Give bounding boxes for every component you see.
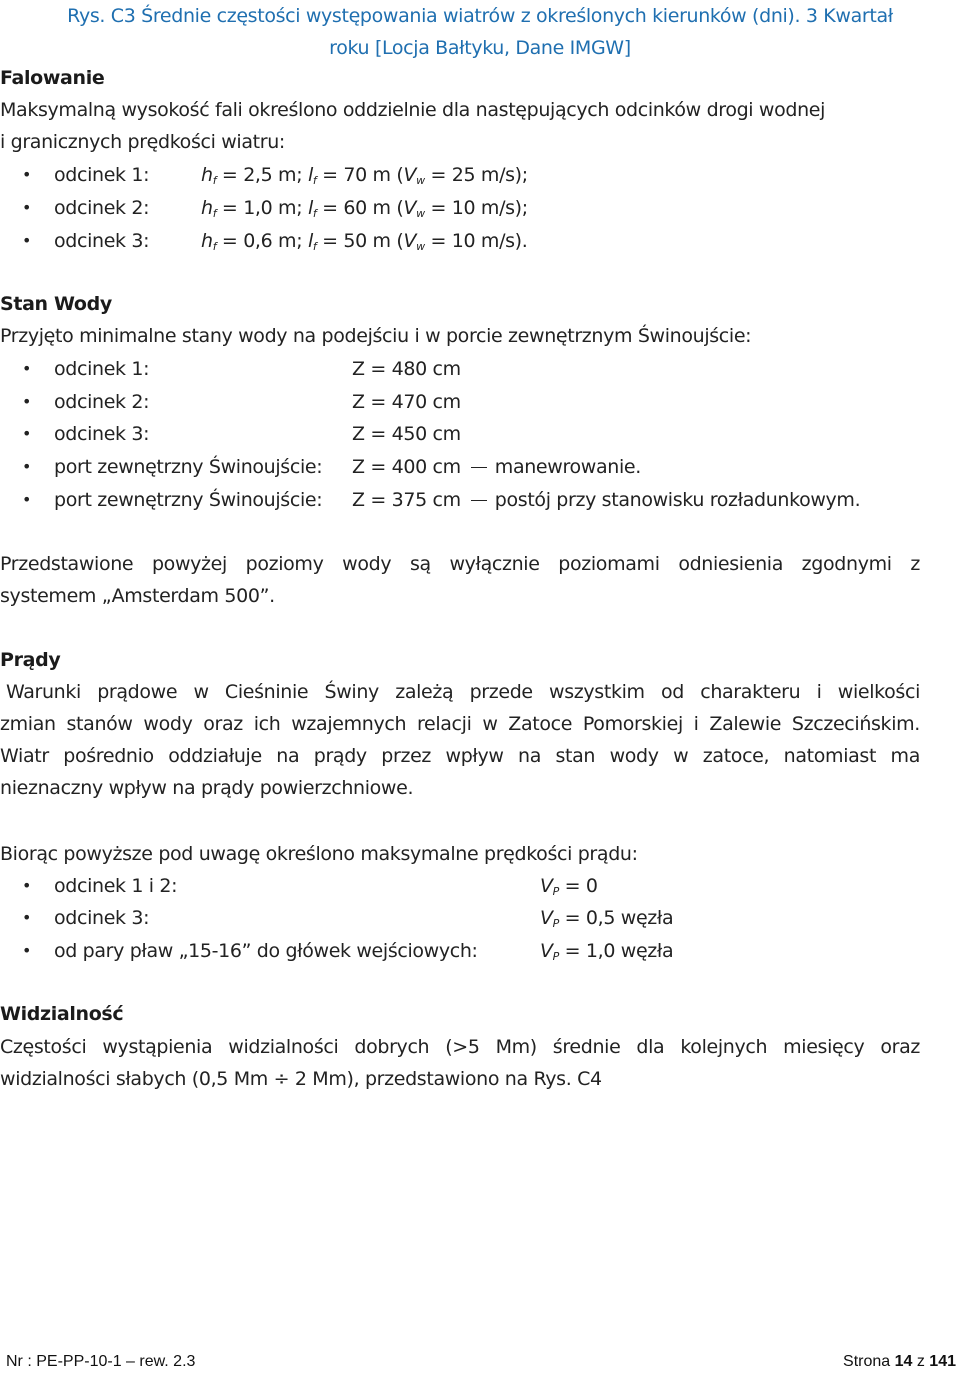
water-item-label: odcinek 3: <box>54 423 150 445</box>
dash-icon <box>471 467 487 469</box>
subscript-p: P <box>552 950 559 963</box>
total-pages: 141 <box>929 1353 956 1370</box>
equals: = <box>316 197 344 219</box>
section-heading-widzialnosc: Widzialność <box>0 1003 124 1025</box>
wave-item-label: odcinek 3: <box>54 230 150 252</box>
symbol-v: V <box>403 164 417 186</box>
prady-intro: Biorąc powyższe pod uwagę określono maksymalne prędkości prądu: <box>0 843 638 865</box>
subscript-p: P <box>552 885 559 898</box>
current-item-label: odcinek 1 i 2: <box>54 875 178 897</box>
prady-paragraph-line-3: Wiatr pośrednio oddziałuje na prądy przez wpływ na stan wody w zatoce, natomiast ma <box>0 745 920 767</box>
falowanie-intro-line-2: i granicznych prędkości wiatru: <box>0 131 285 153</box>
page-word: Strona <box>843 1353 895 1370</box>
water-item-value: Z = 450 cm <box>352 423 461 445</box>
wave-height: 1,0 m; <box>243 197 303 219</box>
water-item-label: odcinek 2: <box>54 391 150 413</box>
water-level: Z = 400 cm <box>352 456 461 478</box>
bullet-icon: • <box>22 457 32 476</box>
current-speed: = 0 <box>558 875 598 897</box>
subscript-w: w <box>416 240 425 253</box>
subscript-f: f <box>212 207 217 220</box>
wave-item-label: odcinek 2: <box>54 197 150 219</box>
equals: = <box>316 164 344 186</box>
subscript-f: f <box>212 174 217 187</box>
subscript-p: P <box>552 917 559 930</box>
wave-length: 70 m <box>343 164 391 186</box>
widzialnosc-line-1: Częstości wystąpienia widzialności dobrych (>5 Mm) średnie dla kolejnych miesięcy oraz <box>0 1036 920 1058</box>
paren: ( <box>390 230 404 252</box>
water-item-value: Z = 480 cm <box>352 358 461 380</box>
prady-paragraph-line-4: nieznaczny wpływ na prądy powierzchniowe. <box>0 777 414 799</box>
equals: = <box>316 230 344 252</box>
water-note: postój przy stanowisku rozładunkowym. <box>494 489 861 511</box>
subscript-w: w <box>416 207 425 220</box>
bullet-icon: • <box>22 392 32 411</box>
current-item-value <box>540 935 673 973</box>
symbol-l: l <box>307 197 313 219</box>
bullet-icon: • <box>22 198 32 217</box>
current-speed: = 1,0 węzła <box>558 940 674 962</box>
symbol-v: V <box>540 940 553 962</box>
prady-paragraph-line-2: zmian stanów wody oraz ich wzajemnych relacji w Zatoce Pomorskiej i Zalewie Szczecińskim. <box>0 713 920 735</box>
wave-item-formula <box>201 225 527 263</box>
water-item-label: port zewnętrzny Świnoujście: <box>54 489 323 511</box>
stan-wody-intro: Przyjęto minimalne stany wody na podejściu i w porcie zewnętrznym Świnoujście: <box>0 325 752 347</box>
water-note: manewrowanie. <box>494 456 641 478</box>
bullet-icon: • <box>22 231 32 250</box>
wind-speed: 25 m/s); <box>451 164 528 186</box>
section-heading-prady: Prądy <box>0 649 61 671</box>
symbol-v: V <box>403 197 417 219</box>
water-level: Z = 375 cm <box>352 489 461 511</box>
dash-icon <box>471 500 487 502</box>
symbol-h: h <box>201 197 213 219</box>
bullet-icon: • <box>22 876 32 895</box>
symbol-l: l <box>307 164 313 186</box>
section-heading-stan-wody: Stan Wody <box>0 293 112 315</box>
water-item-value-with-note <box>352 484 860 516</box>
wave-height: 2,5 m; <box>243 164 303 186</box>
wave-item-label: odcinek 1: <box>54 164 150 186</box>
bullet-icon: • <box>22 490 32 509</box>
paren: ( <box>390 164 404 186</box>
subscript-f: f <box>312 207 317 220</box>
symbol-h: h <box>201 164 213 186</box>
page-separator: z <box>912 1353 930 1370</box>
current-page: 14 <box>894 1353 913 1370</box>
equals: = <box>424 164 452 186</box>
symbol-l: l <box>307 230 313 252</box>
footer-document-number: Nr : PE-PP-10-1 – rew. 2.3 <box>6 1353 196 1370</box>
water-item-value-with-note <box>352 451 641 483</box>
symbol-v: V <box>403 230 417 252</box>
equals: = <box>424 197 452 219</box>
bullet-icon: • <box>22 165 32 184</box>
symbol-v: V <box>540 907 553 929</box>
water-item-label: port zewnętrzny Świnoujście: <box>54 456 323 478</box>
water-item-value: Z = 470 cm <box>352 391 461 413</box>
subscript-f: f <box>312 240 317 253</box>
symbol-v: V <box>540 875 553 897</box>
reference-paragraph-line-2: systemem „Amsterdam 500”. <box>0 585 275 607</box>
bullet-icon: • <box>22 941 32 960</box>
prady-paragraph-line-1: Warunki prądowe w Cieśninie Świny zależą przede wszystkim od charakteru i wielkości <box>6 681 920 703</box>
equals: = <box>216 230 244 252</box>
falowanie-intro-line-1: Maksymalną wysokość fali określono oddzielnie dla następujących odcinków drogi wodnej <box>0 99 826 121</box>
wind-speed: 10 m/s); <box>451 197 528 219</box>
current-speed: = 0,5 węzła <box>558 907 674 929</box>
symbol-h: h <box>201 230 213 252</box>
wind-speed: 10 m/s). <box>451 230 528 252</box>
current-item-label: odcinek 3: <box>54 907 150 929</box>
paren: ( <box>390 197 404 219</box>
wave-length: 60 m <box>343 197 391 219</box>
widzialnosc-line-2: widzialności słabych (0,5 Mm ÷ 2 Mm), przedstawiono na Rys. C4 <box>0 1068 602 1090</box>
bullet-icon: • <box>22 359 32 378</box>
bullet-icon: • <box>22 424 32 443</box>
section-heading-falowanie: Falowanie <box>0 67 105 89</box>
figure-caption-line-2: roku [Locja Bałtyku, Dane IMGW] <box>329 37 631 59</box>
subscript-f: f <box>212 240 217 253</box>
subscript-f: f <box>312 174 317 187</box>
subscript-w: w <box>416 174 425 187</box>
equals: = <box>216 197 244 219</box>
equals: = <box>424 230 452 252</box>
reference-paragraph-line-1: Przedstawione powyżej poziomy wody są wyłącznie poziomami odniesienia zgodnymi z <box>0 553 920 575</box>
figure-caption-line-1: Rys. C3 Średnie częstości występowania wiatrów z określonych kierunków (dni). 3 Kwartał <box>67 5 893 27</box>
current-item-label: od pary pław „15-16” do główek wejściowych: <box>54 940 478 962</box>
equals: = <box>216 164 244 186</box>
water-item-label: odcinek 1: <box>54 358 150 380</box>
wave-length: 50 m <box>343 230 391 252</box>
footer-page-number <box>843 1350 956 1374</box>
bullet-icon: • <box>22 908 32 927</box>
wave-height: 0,6 m; <box>243 230 303 252</box>
